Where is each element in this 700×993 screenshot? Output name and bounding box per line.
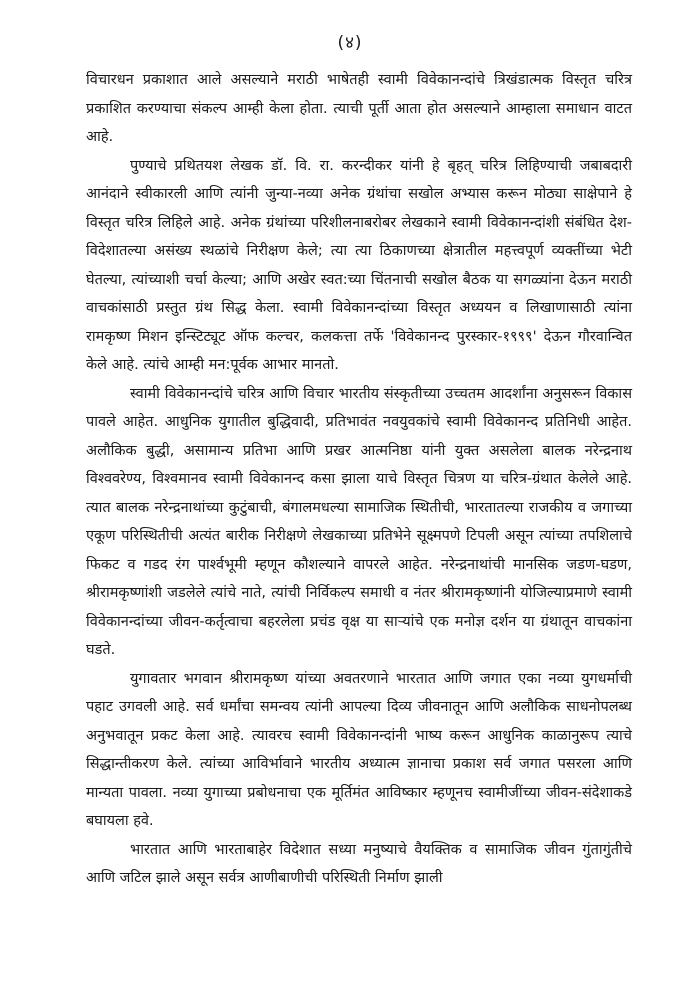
body-text [86, 66, 632, 893]
page-number: (४) [337, 33, 363, 53]
paragraph-2: पुण्याचे प्रथितयश लेखक डॉ. वि. रा. करन्दीकर यांनी हे बृहत् चरित्र लिहिण्याची जबाबदारी आनंदाने स्वीकारली आणि त्यांनी जुन्या-नव्या अनेक ग्रंथांचा सखोल अभ्यास करून मोठ्या साक्षेपाने हे विस्तृत चरित्र लिहिले आहे. अनेक ग्रंथांच्या परिशीलनाबरोबर लेखकाने स्वामी विवेकानन्दांशी संबंधित देश-विदेशातल्या असंख्य स्थळांचे निरीक्षण केले; त्या त्या ठिकाणच्या क्षेत्रातील महत्त्वपूर्ण व्यक्तींच्या भेटी घेतल्या, त्यांच्याशी चर्चा केल्या; आणि अखेर स्वत:च्या चिंतनाची सखोल बैठक या सगळ्यांना देऊन मराठी वाचकांसाठी प्रस्तुत ग्रंथ सिद्ध केला. स्वामी विवेकानन्दांच्या विस्तृत अध्ययन व लिखाणासाठी त्यांना रामकृष्ण मिशन इन्स्टिट्यूट ऑफ कल्चर, कलकत्ता तर्फे 'विवेकानन्द पुरस्कार-१९९९' देऊन गौरवान्वित केले आहे. त्यांचे आम्ही मन:पूर्वक आभार मानतो. [86, 157, 632, 373]
paragraph-3: स्वामी विवेकानन्दांचे चरित्र आणि विचार भारतीय संस्कृतीच्या उच्चतम आदर्शांना अनुसरून विकास पावले आहेत. आधुनिक युगातील बुद्धिवादी, प्रतिभावंत नवयुवकांचे स्वामी विवेकानन्द प्रतिनिधी आहेत. अलौकिक बुद्धी, असामान्य प्रतिभा आणि प्रखर आत्मनिष्ठा यांनी युक्त असलेला बालक नरेन्द्रनाथ विश्ववरेण्य, विश्वमानव स्वामी विवेकानन्द कसा झाला याचे विस्तृत चित्रण या चरित्र-ग्रंथात केलेले आहे. त्यात बालक नरेन्द्रनाथांच्या कुटुंबाची, बंगालमधल्या सामाजिक स्थितीची, भारतातल्या राजकीय व जगाच्या एकूण परिस्थितीची अत्यंत बारीक निरीक्षणे लेखकाच्या प्रतिभेने सूक्ष्मपणे टिपली असून त्यांच्या तपशिलाचे फिकट व गडद रंग पार्श्वभूमी म्हणून कौशल्याने वापरले आहेत. नरेन्द्रनाथांची मानसिक जडण-घडण, श्रीरामकृष्णांशी जडलेले त्यांचे नाते, त्यांची निर्विकल्प समाधी व नंतर श्रीरामकृष्णांनी योजिल्याप्रमाणे स्वामी विवेकानन्दांच्या जीवन-कर्तृत्वाचा बहरलेला प्रचंड वृक्ष या साऱ्यांचे एक मनोज्ञ दर्शन या ग्रंथातून वाचकांना घडते. [86, 385, 632, 658]
paragraph-4: युगावतार भगवान श्रीरामकृष्ण यांच्या अवतरणाने भारतात आणि जगात एका नव्या युगधर्माची पहाट उगवली आहे. सर्व धर्मांचा समन्वय त्यांनी आपल्या दिव्य जीवनातून आणि अलौकिक साधनोपलब्ध अनुभवातून प्रकट केला आहे. त्यावरच स्वामी विवेकानन्दांनी भाष्य करून आधुनिक काळानुरूप त्याचे सिद्धान्तीकरण केले. त्यांच्या आविर्भावाने भारतीय अध्यात्म ज्ञानाचा प्रकाश सर्व जगात पसरला आणि मान्यता पावला. नव्या युगाच्या प्रबोधनाचा एक मूर्तिमंत आविष्कार म्हणूनच स्वामीजींच्या जीवन-संदेशाकडे बघायला हवे. [86, 670, 632, 829]
paragraph-5: भारतात आणि भारताबाहेर विदेशात सध्या मनुष्याचे वैयक्तिक व सामाजिक जीवन गुंतागुंतीचे आणि जटिल झाले असून सर्वत्र आणीबाणीची परिस्थिती निर्माण झाली [86, 841, 632, 886]
paragraph-1: विचारधन प्रकाशात आले असल्याने मराठी भाषेतही स्वामी विवेकानन्दांचे त्रिखंडात्मक विस्तृत चरित्र प्रकाशित करण्याचा संकल्प आम्ही केला होता. त्याची पूर्ती आता होत असल्याने आम्हाला समाधान वाटत आहे. [86, 72, 632, 145]
